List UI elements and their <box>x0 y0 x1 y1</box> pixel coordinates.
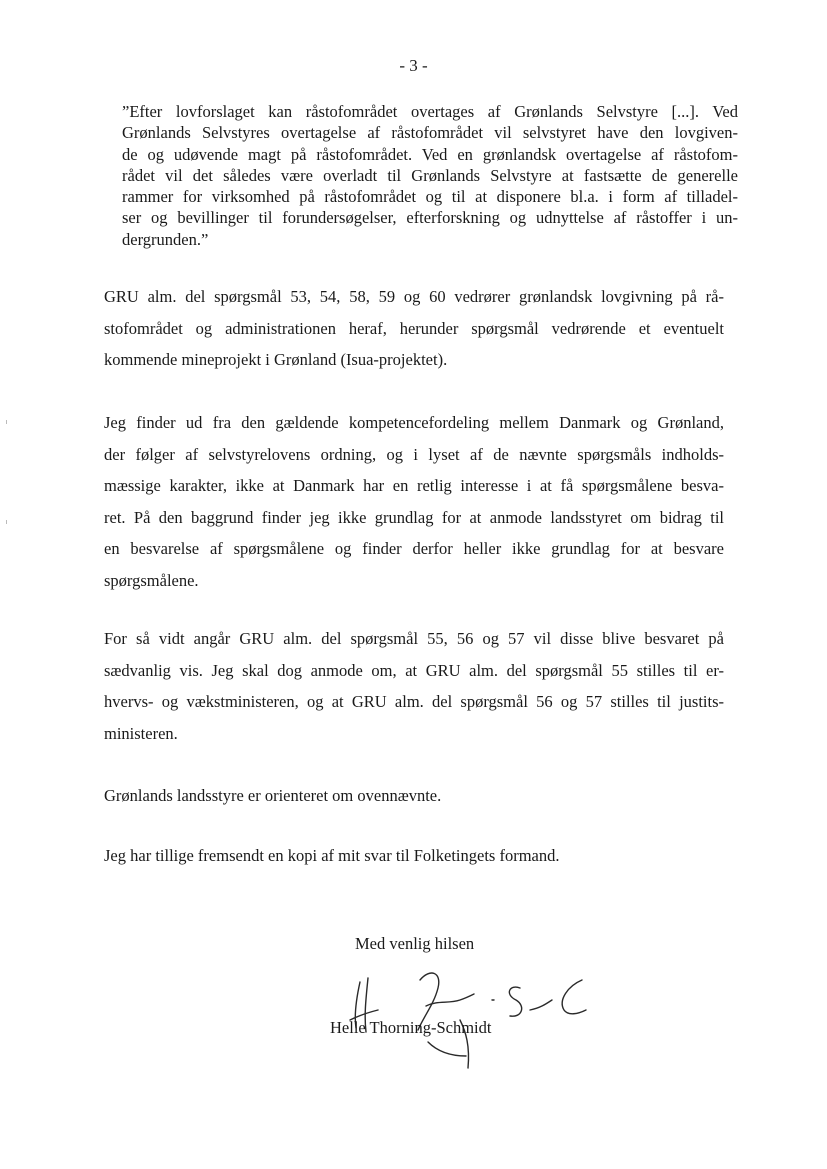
paragraph-line: sædvanlig vis. Jeg skal dog anmode om, at GRU alm. del spørgsmål 55 stilles til er- <box>104 660 724 680</box>
quote-line: ser og bevillinger til forundersøgelser, efterforskning og udnyttelse af råstoffer i un- <box>122 208 738 228</box>
closing-salutation: Med venlig hilsen <box>355 934 475 953</box>
quote-line: rådet vil det således være overladt til Grønlands Selvstyre at fastsætte de generelle <box>122 165 738 185</box>
paragraph-line: hvervs- og vækstministeren, og at GRU alm. del spørgsmål 56 og 57 stilles til justits- <box>104 692 724 711</box>
quote-line: de og udøvende magt på råstofområdet. Ved en grønlandsk overtagelse af råstofom- <box>122 144 738 164</box>
paragraph-line: Grønlands landsstyre er orienteret om ovennævnte. <box>104 786 442 805</box>
scan-margin-mark <box>6 420 7 424</box>
quote-block <box>122 101 738 250</box>
page-number: - 3 - <box>399 56 428 75</box>
paragraph-line: For så vidt angår GRU alm. del spørgsmål 55, 56 og 57 vil disse blive besvaret på <box>104 629 724 648</box>
quote-line: rammer for virksomhed på råstofområdet og til at disponere bl.a. i form af tilladel- <box>122 187 738 207</box>
paragraph-line: stofområdet og administrationen heraf, herunder spørgsmål vedrørende et eventuelt <box>104 318 724 338</box>
signer-name: Helle Thorning-Schmidt <box>330 1018 492 1037</box>
paragraph-line: Jeg finder ud fra den gældende kompetencefordeling mellem Danmark og Grønland, <box>104 413 724 432</box>
quote-line: dergrunden.” <box>122 229 209 249</box>
paragraph-line: en besvarelse af spørgsmålene og finder derfor heller ikke grundlag for at besvare <box>104 539 724 558</box>
paragraph-line: Jeg har tillige fremsendt en kopi af mit svar til Folketingets formand. <box>104 846 560 865</box>
paragraph-gru-questions-53-60 <box>104 281 724 376</box>
paragraph-landsstyre-informed <box>104 780 724 812</box>
scan-margin-mark <box>6 520 7 524</box>
paragraph-line: kommende mineprojekt i Grønland (Isua-projektet). <box>104 350 448 369</box>
quote-line: ”Efter lovforslaget kan råstofområdet overtages af Grønlands Selvstyre [...]. Ved <box>122 102 738 121</box>
paragraph-gru-questions-55-57 <box>104 623 724 749</box>
paragraph-line: mæssige karakter, ikke at Danmark har en retlig interesse i at få spørgsmålene besva- <box>104 476 724 495</box>
paragraph-line: spørgsmålene. <box>104 570 199 590</box>
quote-line: Grønlands Selvstyres overtagelse af råstofområdet vil selvstyret have den lovgiven- <box>122 123 738 143</box>
paragraph-line: GRU alm. del spørgsmål 53, 54, 58, 59 og 60 vedrører grønlandsk lovgivning på rå- <box>104 287 724 306</box>
paragraph-copy-sent <box>104 840 724 872</box>
paragraph-line: der følger af selvstyrelovens ordning, og i lyset af de nævnte spørgsmåls indholds- <box>104 444 724 464</box>
paragraph-line: ministeren. <box>104 723 178 743</box>
paragraph-competence <box>104 407 724 596</box>
paragraph-line: ret. På den baggrund finder jeg ikke grundlag for at anmode landsstyret om bidrag til <box>104 507 724 527</box>
